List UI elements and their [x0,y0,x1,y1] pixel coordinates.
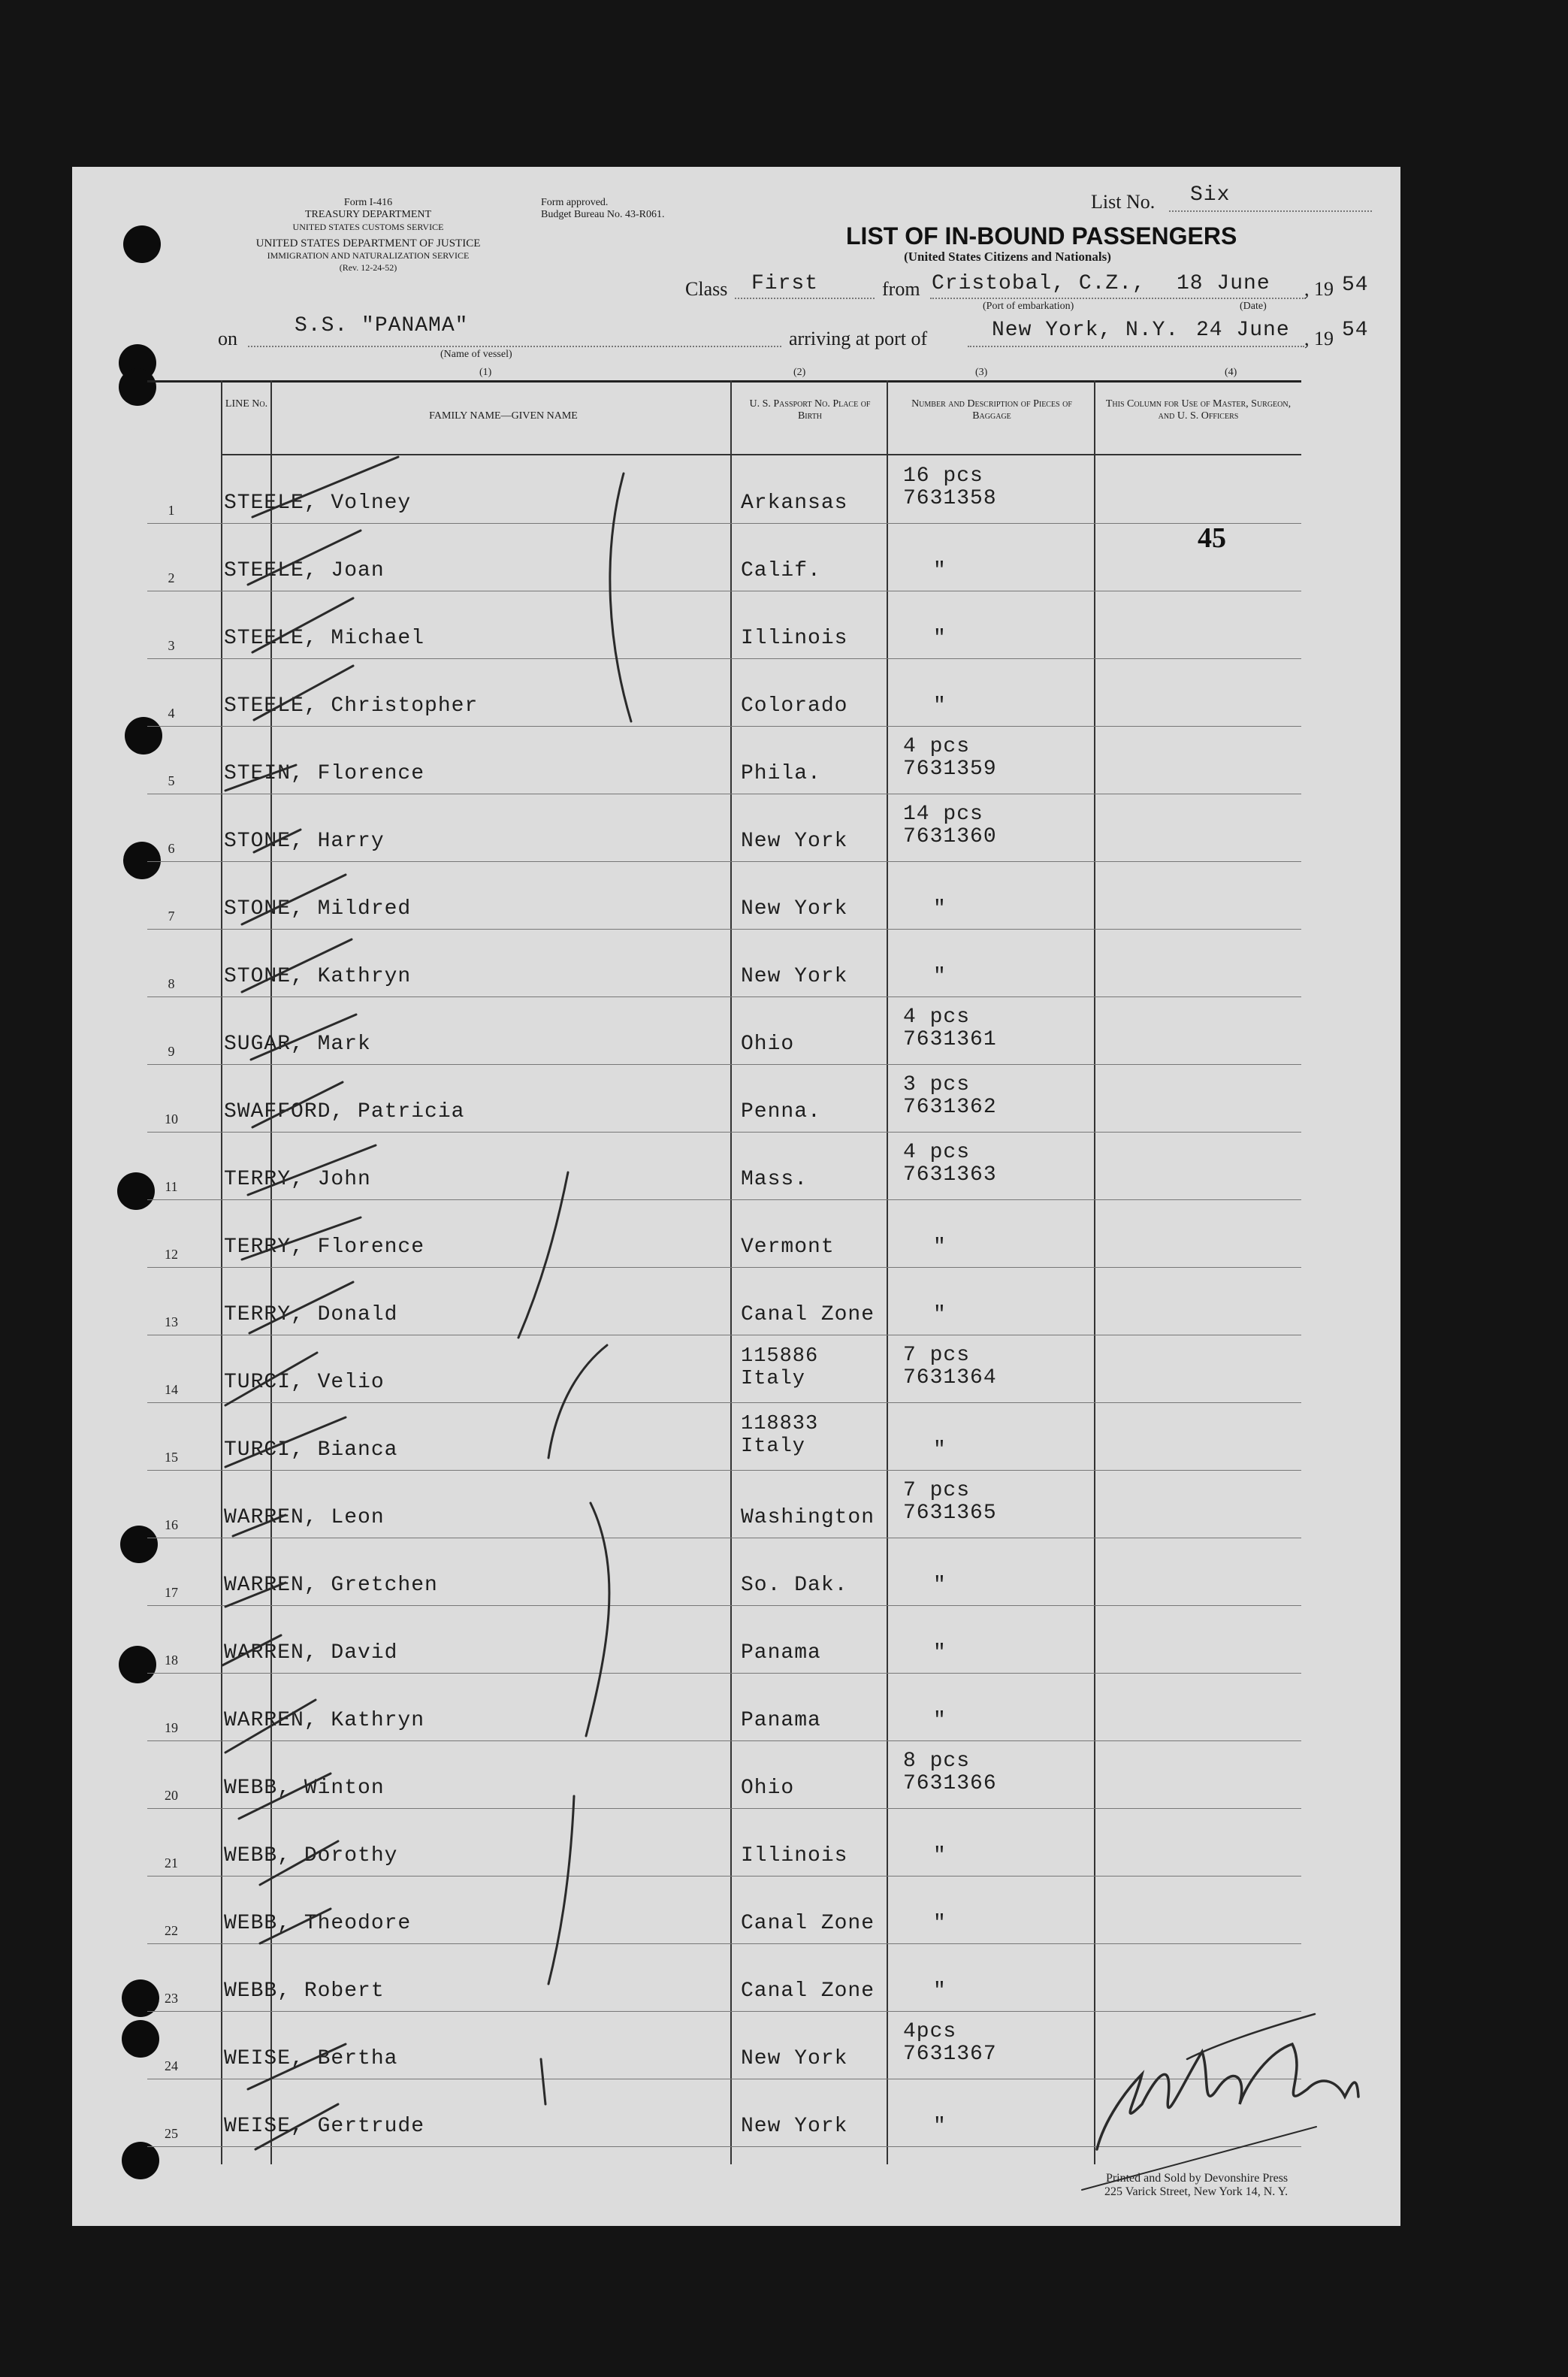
baggage-number: 7631360 [903,825,997,848]
baggage-count: 4 pcs [903,1141,971,1164]
line-number: 11 [165,1179,178,1194]
from-label: from [882,278,920,300]
check-mark [242,939,352,992]
passenger-name: STONE, Mildred [224,897,412,921]
line-number: 17 [165,1585,178,1600]
check-mark [225,1353,317,1405]
col-header-name: FAMILY NAME—GIVEN NAME [429,410,578,422]
check-mark [239,1774,331,1819]
passenger-name: WARREN, Leon [224,1506,385,1529]
baggage-count: " [933,1438,947,1462]
baggage-number: 7631364 [903,1366,997,1390]
vessel-caption: (Name of vessel) [440,349,512,360]
check-mark [225,1583,286,1607]
baggage-count: " [933,2115,947,2138]
class-value: First [751,272,819,295]
baggage-count: 3 pcs [903,1073,971,1096]
officer-note: 45 [1198,522,1226,554]
arrival-year-prefix: , 19 [1304,328,1334,349]
passenger-name: STEELE, Michael [224,627,425,650]
from-date: 18 June [1177,272,1270,295]
line-number: 4 [168,706,175,721]
line-number: 1 [168,503,175,518]
line-number: 16 [165,1517,178,1532]
baggage-count: 4pcs [903,2020,957,2043]
passenger-name: WEISE, Gertrude [224,2115,425,2138]
col-number-4: (4) [1225,367,1237,378]
place-of-birth: Canal Zone [741,1912,875,1935]
passenger-name: WARREN, David [224,1641,398,1665]
from-port: Cristobal, C.Z., [932,272,1146,295]
baggage-count: " [933,1641,947,1665]
col-header-officers: This Column for Use of Master, Surgeon, and U. S. Officers [1105,398,1292,422]
place-of-birth: Phila. [741,762,821,785]
line-number: 3 [168,638,175,653]
baggage-count: " [933,897,947,921]
list-no-value: Six [1190,183,1231,207]
baggage-number: 7631363 [903,1163,997,1187]
bracket-mark [586,1503,609,1736]
passenger-name: WEBB, Dorothy [224,1844,398,1867]
place-of-birth: New York [741,830,848,853]
check-mark [252,1082,343,1127]
printer-line-2: 225 Varick Street, New York 14, N. Y. [1104,2185,1289,2198]
place-of-birth: Canal Zone [741,1303,875,1326]
line-number: 21 [165,1855,178,1870]
place-of-birth: Arkansas [741,491,848,515]
page-title: LIST OF IN-BOUND PASSENGERS [846,222,1237,249]
col-number-2: (2) [793,367,806,378]
passenger-name: WEBB, Robert [224,1979,385,2003]
line-number: 6 [168,841,175,856]
passenger-name: STEELE, Joan [224,559,385,582]
place-of-birth: Illinois [741,1844,848,1867]
passenger-name: SWAFFORD, Patricia [224,1100,465,1123]
passenger-name: STONE, Kathryn [224,965,412,988]
col-header-line: LINE No. [225,398,268,410]
treasury-dept: TREASURY DEPARTMENT [304,209,432,220]
baggage-count: " [933,1574,947,1597]
check-mark [249,1282,353,1333]
check-mark [248,1145,376,1195]
line-number: 22 [165,1923,178,1938]
date-caption: (Date) [1240,301,1267,312]
passenger-name: STEELE, Volney [224,491,412,515]
from-year-prefix: , 19 [1304,278,1334,300]
place-of-birth: Colorado [741,694,848,718]
line-number: 12 [165,1247,178,1262]
check-mark [225,765,296,791]
baggage-count: " [933,1709,947,1732]
baggage-count: " [933,559,947,582]
passenger-name: WEBB, Theodore [224,1912,412,1935]
baggage-number: 7631367 [903,2043,997,2066]
line-number: 14 [165,1382,178,1397]
form-revision: (Rev. 12-24-52) [339,262,397,273]
baggage-number: 7631366 [903,1772,997,1795]
line-number: 5 [168,773,175,788]
vessel-name: S.S. "PANAMA" [295,314,469,337]
line-number: 9 [168,1044,175,1059]
check-mark [254,830,301,852]
check-mark [252,598,353,652]
place-of-birth: Washington [741,1506,875,1529]
col-number-1: (1) [479,367,492,378]
place-of-birth: Mass. [741,1168,808,1191]
check-mark [233,1515,286,1536]
arriving-label: arriving at port of [789,328,928,349]
place-of-birth: Canal Zone [741,1979,875,2003]
bracket-mark [548,1796,574,1984]
passenger-name: STONE, Harry [224,830,385,853]
passenger-name: TURCI, Velio [224,1371,385,1394]
page-subtitle: (United States Citizens and Nationals) [904,249,1111,264]
bracket-mark [518,1172,568,1338]
customs-service: UNITED STATES CUSTOMS SERVICE [292,222,444,232]
line-number: 13 [165,1314,178,1329]
passenger-name: SUGAR, Mark [224,1033,371,1056]
baggage-number: 7631358 [903,487,997,510]
baggage-number: 7631359 [903,758,997,781]
check-mark [260,1841,338,1885]
baggage-count: " [933,965,947,988]
line-number: 25 [165,2126,178,2141]
baggage-count: " [933,1235,947,1259]
check-mark [251,1015,356,1060]
baggage-count: " [933,1844,947,1867]
passenger-name: WEISE, Bertha [224,2047,398,2070]
on-label: on [218,328,237,349]
line-number: 24 [165,2058,178,2073]
passenger-name: TERRY, Florence [224,1235,425,1259]
baggage-number: 7631362 [903,1096,997,1119]
line-number: 19 [165,1720,178,1735]
place-of-birth: New York [741,2047,848,2070]
signature [1097,2044,1358,2149]
check-mark [225,1417,346,1467]
passenger-name: WARREN, Kathryn [224,1709,425,1732]
line-number: 20 [165,1788,178,1803]
passenger-name: WARREN, Gretchen [224,1574,438,1597]
baggage-count: " [933,1979,947,2003]
place-of-birth: New York [741,965,848,988]
check-mark [248,531,361,585]
bracket-mark [610,473,631,721]
arrival-date: 24 June [1196,319,1290,342]
check-mark [248,2044,346,2089]
passenger-name: TERRY, Donald [224,1303,398,1326]
place-of-birth: Calif. [741,559,821,582]
baggage-number: 7631361 [903,1028,997,1051]
from-year: 54 [1342,274,1369,297]
baggage-number: 7631365 [903,1502,997,1525]
place-of-birth: 115886 Italy [741,1345,819,1390]
budget-bureau: Budget Bureau No. 43-R061. [541,209,665,220]
justice-dept: UNITED STATES DEPARTMENT OF JUSTICE [255,237,481,249]
place-of-birth: So. Dak. [741,1574,848,1597]
passenger-name: TERRY, John [224,1168,371,1191]
line-number: 7 [168,909,175,924]
baggage-count: 14 pcs [903,803,983,826]
baggage-count: 4 pcs [903,1006,971,1029]
baggage-count: 7 pcs [903,1479,971,1502]
form-number: Form I-416 [343,197,393,208]
check-mark [254,666,353,720]
baggage-count: 8 pcs [903,1749,971,1773]
place-of-birth: 118833 Italy [741,1413,819,1458]
baggage-count: " [933,1912,947,1935]
arrival-port: New York, N.Y. [992,319,1180,342]
col-header-baggage: Number and Description of Pieces of Baggage [911,398,1072,422]
class-label: Class [685,278,728,300]
line-number: 10 [165,1111,178,1127]
baggage-count: 16 pcs [903,464,983,488]
line-number: 18 [165,1653,178,1668]
printer-line-1: Printed and Sold by Devonshire Press [1105,2172,1289,2185]
arrival-year: 54 [1342,319,1369,342]
place-of-birth: Ohio [741,1777,795,1800]
place-of-birth: Illinois [741,627,848,650]
bracket-mark [541,2059,545,2104]
list-no-label: List No. [1091,191,1156,213]
line-number: 15 [165,1450,178,1465]
place-of-birth: Penna. [741,1100,821,1123]
form-approved: Form approved. [541,197,609,208]
line-number: 23 [165,1991,178,2006]
check-mark [225,1700,316,1753]
line-number: 8 [168,976,175,991]
place-of-birth: New York [741,2115,848,2138]
place-of-birth: Vermont [741,1235,835,1259]
baggage-count: 4 pcs [903,735,971,758]
passenger-name: STEELE, Christopher [224,694,479,718]
place-of-birth: Ohio [741,1033,795,1056]
check-mark [242,875,346,924]
baggage-count: " [933,694,947,718]
check-mark [252,457,398,517]
col-number-3: (3) [975,367,988,378]
check-mark [255,2104,338,2149]
immigration-service: IMMIGRATION AND NATURALIZATION SERVICE [267,250,470,261]
check-mark [260,1909,331,1943]
baggage-count: " [933,627,947,650]
passenger-name: WEBB, Winton [224,1777,385,1800]
baggage-count: 7 pcs [903,1344,971,1367]
port-caption: (Port of embarkation) [983,301,1074,312]
check-mark [242,1217,361,1260]
check-mark [222,1635,281,1665]
signature-underline [1082,2127,1316,2190]
place-of-birth: New York [741,897,848,921]
baggage-count: " [933,1303,947,1326]
place-of-birth: Panama [741,1641,821,1665]
col-header-passport: U. S. Passport No. Place of Birth [749,398,871,422]
line-number: 2 [168,570,175,585]
passenger-name: TURCI, Bianca [224,1438,398,1462]
bracket-mark [548,1345,607,1458]
place-of-birth: Panama [741,1709,821,1732]
passenger-name: STEIN, Florence [224,762,425,785]
